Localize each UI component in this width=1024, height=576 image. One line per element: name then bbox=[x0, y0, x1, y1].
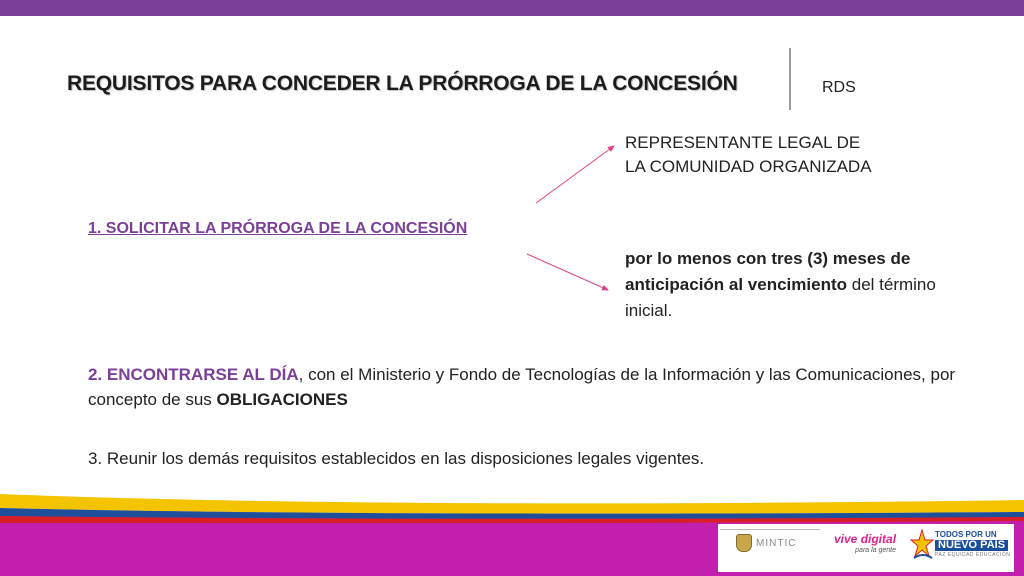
requirement-2-text: , con el Ministerio y Fondo de Tecnologías de la Información y las Comunicaciones, por concepto de sus bbox=[88, 365, 956, 409]
anticipation-bold: por lo menos con tres (3) meses de anticipación al vencimiento bbox=[625, 249, 911, 294]
requirement-1: 1. SOLICITAR LA PRÓRROGA DE LA CONCESIÓN bbox=[88, 220, 468, 237]
vive-digital-sub: para la gente bbox=[855, 547, 897, 554]
vive-digital-label: vive digital bbox=[834, 532, 897, 546]
rds-tag: RDS bbox=[822, 79, 856, 96]
tpun-line-3: PAZ EQUIDAD EDUCACIÓN bbox=[935, 552, 1011, 558]
tpun-line-2: NUEVO PAÍS bbox=[935, 540, 1008, 551]
tpun-star-icon bbox=[910, 528, 934, 562]
vive-digital-logo bbox=[834, 533, 896, 557]
mintic-divider bbox=[720, 529, 820, 530]
representative-line-2: LA COMUNIDAD ORGANIZADA bbox=[625, 157, 872, 176]
requirement-2-highlight: 2. ENCONTRARSE AL DÍA bbox=[88, 365, 299, 384]
coat-of-arms-icon bbox=[736, 534, 752, 552]
page-title: REQUISITOS PARA CONCEDER LA PRÓRROGA DE LA CONCESIÓN bbox=[67, 72, 738, 95]
tpun-line-1: TODOS POR UN bbox=[935, 530, 997, 539]
todos-por-un-nuevo-pais-logo bbox=[935, 530, 1010, 560]
mintic-label: MINTIC bbox=[756, 537, 797, 549]
representative-line-1: REPRESENTANTE LEGAL DE bbox=[625, 133, 861, 152]
anticipation-rest: del término inicial. bbox=[625, 275, 936, 320]
mintic-logo bbox=[736, 534, 796, 552]
requirement-2-bold: OBLIGACIONES bbox=[216, 390, 348, 409]
requirement-3: 3. Reunir los demás requisitos establecidos en las disposiciones legales vigentes. bbox=[88, 449, 705, 468]
